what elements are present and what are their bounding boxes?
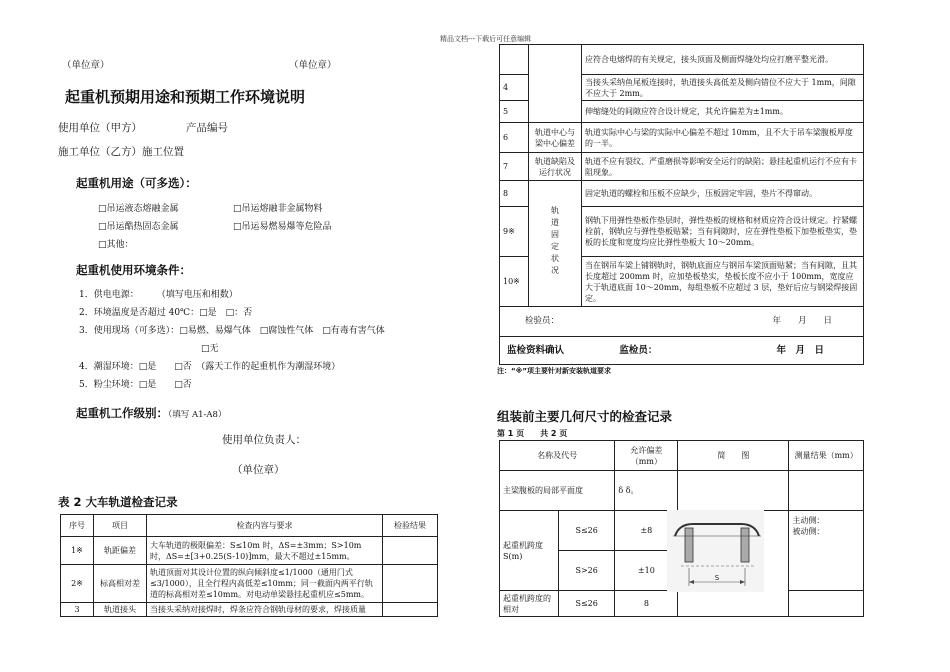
seal-right: （单位章）	[289, 60, 337, 71]
responsible-label: 使用单位负责人：	[222, 434, 306, 446]
geo-result-cell[interactable]	[789, 471, 864, 511]
row-req: 轨道不应有裂纹、严重磨损等影响安全运行的缺陷；悬挂起重机运行不应有卡阻现象。	[582, 153, 864, 181]
geo-diagram-empty	[678, 471, 789, 511]
geo-header-result: 测量结果（mm）	[789, 441, 864, 471]
construct-unit-label: 施工单位（乙方）施工位置	[58, 146, 184, 158]
geo-result-cell[interactable]	[789, 591, 864, 617]
row-no: 8	[500, 181, 529, 207]
env-item: 2．环境温度是否超过 40℃：□是 □：否	[79, 308, 253, 318]
env-item: 1．供电电源： （填写电压和相数）	[79, 290, 238, 300]
table-row	[500, 123, 864, 153]
row-item: 标高相对差	[94, 565, 147, 603]
group-label: 轨道固定状况	[550, 206, 560, 278]
table-note: 注：“※”项主要针对新安装轨道要求	[497, 367, 612, 375]
geo-header-name: 名称及代号	[500, 441, 615, 471]
row-no: 7	[500, 153, 529, 181]
group-label-cell	[529, 181, 582, 307]
supervisor-date: 年 月 日	[776, 345, 824, 356]
table-row	[500, 471, 864, 511]
page-info: 第 1 页 共 2 页	[497, 429, 568, 438]
geo-cond: S≤26	[559, 591, 615, 617]
usage-title: 起重机用途（可多选）：	[76, 176, 197, 190]
geo-title: 组装前主要几何尺寸的检查记录	[497, 409, 673, 424]
geo-tol: 8	[615, 591, 678, 617]
row-req: 轨道顶面对其设计位置的纵向倾斜度≤1/1000（通用门式≤3/1000），且全行程内高低差≤10mm；同一截面内两平行轨道的标高相对差≤10mm。对电动单梁悬挂起重机应≤5mm。	[147, 565, 383, 603]
measure-active: 主动侧：	[792, 516, 825, 525]
usage-option[interactable]: □其他：	[98, 240, 134, 250]
col-header-no: 序号	[61, 515, 94, 537]
row-item	[529, 45, 582, 123]
level-hint: （填写 A1-A8）	[168, 410, 227, 420]
row-item: 轨距偏差	[94, 537, 147, 565]
row-req: 大车轨道的极限偏差：S≤10m 时，ΔS=±3mm；S>10m 时，ΔS=±[3+0.25(S-10)]mm，最大不超过±15mm。	[147, 537, 383, 565]
table-row	[61, 537, 438, 565]
level-line	[76, 402, 226, 421]
row-item: 轨道缺陷及运行状况	[529, 153, 582, 181]
geo-cond: S≤26	[559, 511, 615, 551]
inspector-date: 年 月 日	[772, 316, 832, 326]
geo-name: 起重机跨度 S(m)	[500, 511, 559, 591]
row-result-cell[interactable]	[383, 565, 438, 603]
row-result-cell[interactable]	[383, 603, 438, 617]
env-item: 5．粉尘环境：□是 □否	[79, 380, 192, 390]
row-req: 当接头采纳鱼尾板连接时，轨道接头高低差及侧向错位不应大于 1mm，间隙不应大于 2mm。	[582, 75, 864, 101]
table-row	[61, 565, 438, 603]
supervisor-label: 监检员：	[619, 345, 658, 356]
table-row	[500, 153, 864, 181]
env-item: 3．使用现场（可多选）：□易燃、易爆气体 □腐蚀性气体 □有毒有害气体	[79, 326, 385, 336]
usage-option[interactable]: □吊运液态熔融金属	[98, 204, 179, 214]
track-check-table	[60, 514, 438, 617]
row-no: 10※	[500, 257, 529, 307]
seal-left: （单位章）	[62, 60, 110, 71]
geo-tol: δ δ。	[615, 471, 678, 511]
row-no: 9※	[500, 207, 529, 257]
geo-tol: ±8	[615, 511, 678, 551]
row-no: 1※	[61, 537, 94, 565]
usage-option[interactable]: □吊运酷热固态金属	[98, 222, 179, 232]
col-header-result: 检验结果	[383, 515, 438, 537]
env-item: 4．潮湿环境：□是 □否 （露天工作的起重机作为潮湿环境）	[79, 362, 341, 372]
row-req: 轨道实际中心与梁的实际中心偏差不超过 10mm，且不大于吊车梁腹板厚度的一半。	[582, 123, 864, 153]
geo-header-tol: 允许偏差（mm）	[615, 441, 678, 471]
measure-passive: 被动侧：	[792, 527, 825, 536]
row-result-cell[interactable]	[383, 537, 438, 565]
geo-tol: ±10	[615, 551, 678, 591]
row-req: 应符合电熔焊的有关规定，接头顶面及侧面焊缝处均应打磨平整光滑。	[582, 45, 864, 75]
row-req: 固定轨道的螺栓和压板不应缺少，压板固定牢固，垫片不得窜动。	[582, 181, 864, 207]
row-no	[500, 45, 529, 75]
geo-cond: S>26	[559, 551, 615, 591]
col-header-item: 项目	[94, 515, 147, 537]
product-no-label: 产品编号	[186, 122, 228, 134]
table2-title: 表 2 大车轨道检查记录	[58, 495, 178, 509]
col-header-req: 检查内容与要求	[147, 515, 383, 537]
doc-title: 起重机预期用途和预期工作环境说明	[65, 88, 306, 106]
crane-span-diagram	[663, 506, 768, 596]
geo-name: 主梁腹板的局部平面度	[500, 471, 615, 511]
confirm-label: 监检资料确认	[507, 345, 565, 356]
table-row	[61, 603, 438, 617]
env-item: □无	[201, 344, 219, 354]
table-row	[500, 45, 864, 75]
row-req: 当接头采纳对接焊时，焊条应符合钢轨母材的要求，焊接质量	[147, 603, 383, 617]
row-no: 2※	[61, 565, 94, 603]
env-title: 起重机使用环境条件：	[76, 263, 191, 277]
inspector-label: 检验员：	[525, 316, 560, 326]
row-no: 5	[500, 101, 529, 123]
row-req: 钢轨下用弹性垫板作垫层时，弹性垫板的规格和材质应符合设计规定。拧紧螺栓前，钢轨应与弹性垫板贴紧；当有间隙时，应在弹性垫板下加垫板垫实，垫板的长度和宽度均应比弹性垫板大 10～20mm。	[582, 207, 864, 257]
row-item: 轨道中心与梁中心偏差	[529, 123, 582, 153]
level-title: 起重机工作级别：	[76, 406, 168, 420]
row-item: 轨道接头	[94, 603, 147, 617]
table-row	[500, 181, 864, 207]
geo-name: 起重机跨度的相对	[500, 591, 559, 617]
seal-bottom: （单位章）	[232, 464, 285, 476]
row-no: 4	[500, 75, 529, 101]
geo-result-cell[interactable]	[789, 511, 864, 591]
header-note: 精品文档---下载后可任意编辑	[440, 35, 532, 43]
geo-header-diagram: 简 图	[678, 441, 789, 471]
diagram-span-label: S	[714, 574, 720, 582]
row-req: 伸缩缝处的间隙应符合设计规定，其允许偏差为±1mm。	[582, 101, 864, 123]
confirm-row	[500, 337, 864, 365]
usage-option[interactable]: □吊运易燃易爆等危险品	[233, 222, 332, 232]
row-no: 3	[61, 603, 94, 617]
inspector-row	[500, 307, 864, 337]
row-no: 6	[500, 123, 529, 153]
track-check-table-continued	[499, 44, 864, 365]
row-req: 当在钢吊车梁上铺钢轨时，钢轨底面应与钢吊车梁顶面贴紧；当有间隙，且其长度超过 200mm 时，应加垫板垫实，垫板长度不应小于 100mm，宽度应大于轨道底面 10～20mm，每组垫板不应超过 3 层，垫好后应与钢梁焊接固定。	[582, 257, 864, 307]
user-unit-label: 使用单位（甲方）	[58, 122, 142, 134]
usage-option[interactable]: □吊运熔融非金属物料	[233, 204, 323, 214]
